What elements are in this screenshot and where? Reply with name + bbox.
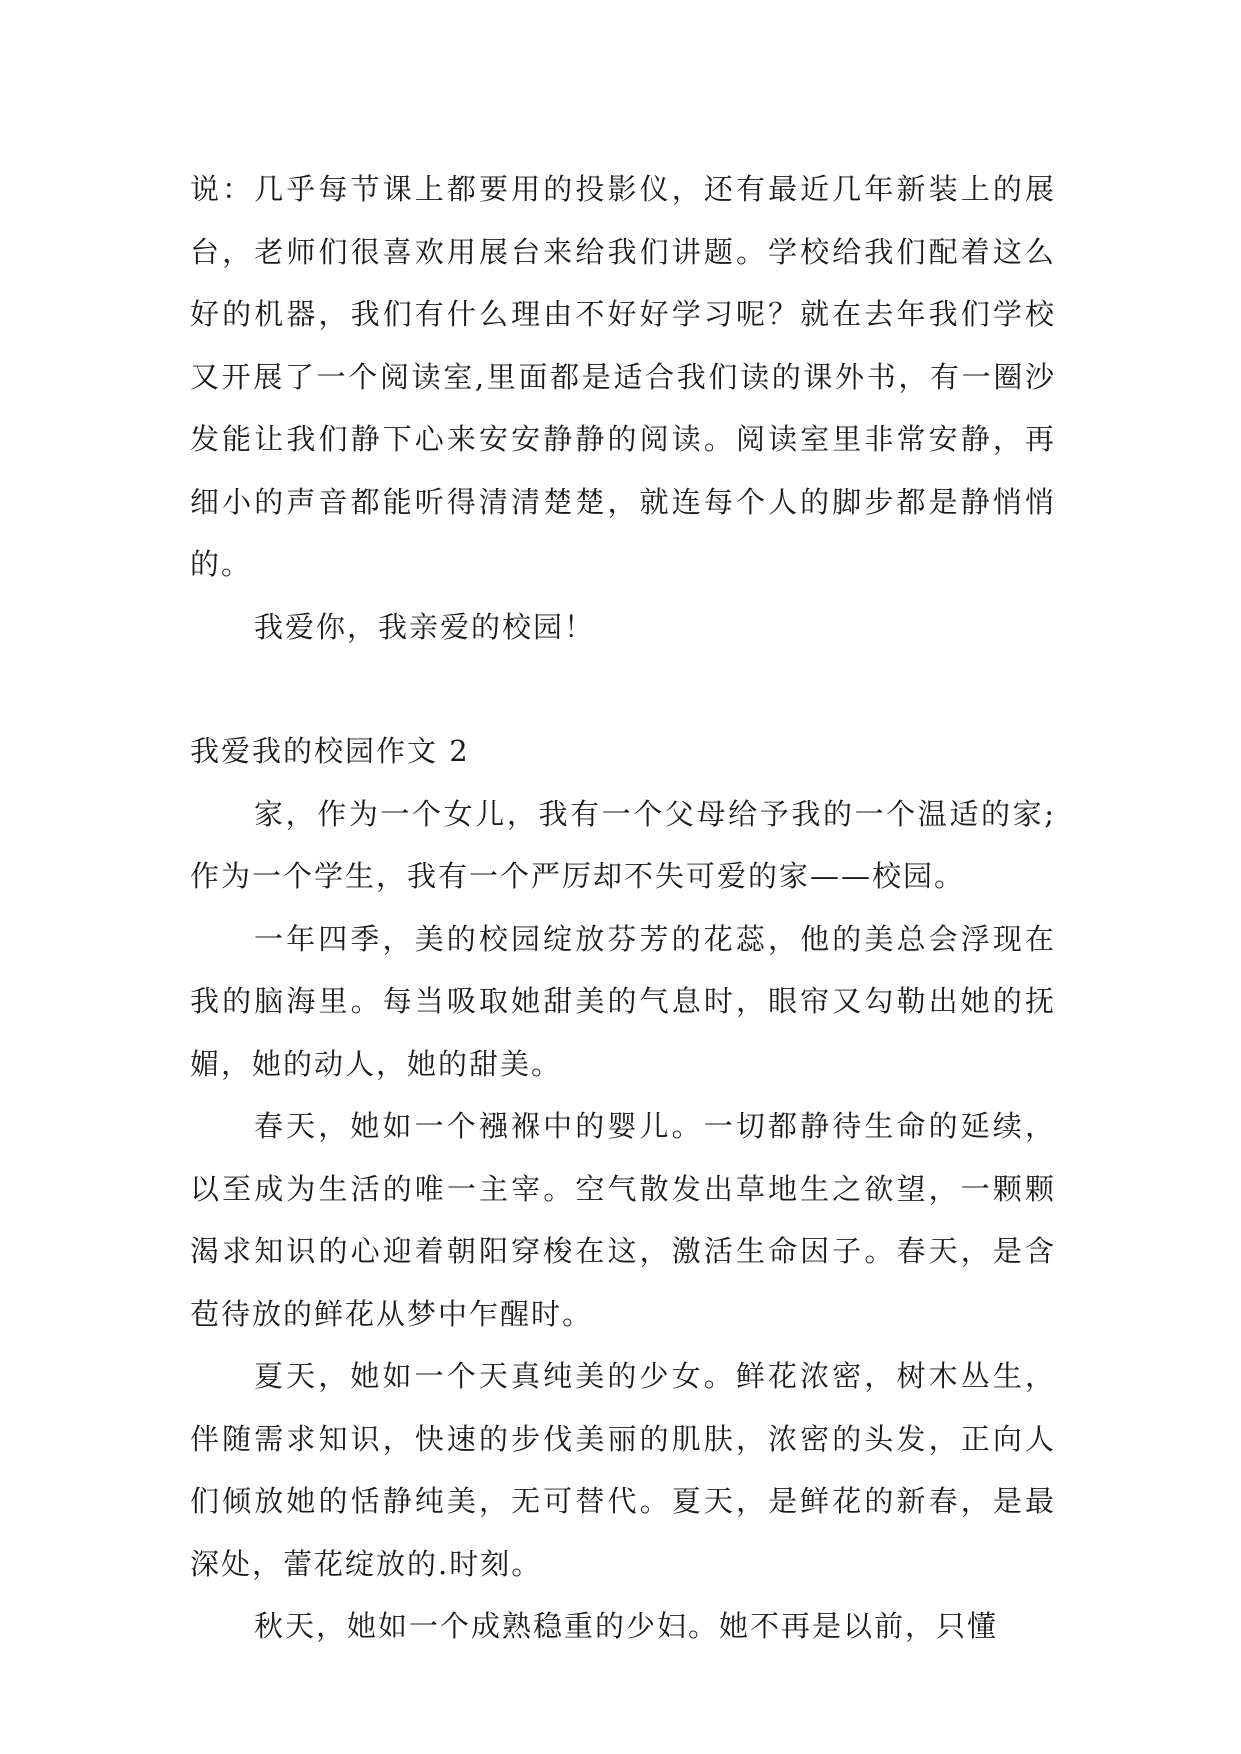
paragraph-seasons: 一年四季，美的校园绽放芬芳的花蕊，他的美总会浮现在我的脑海里。每当吸取她甜美的气息时，眼帘又勾勒出她的抚媚，她的动人，她的甜美。 (190, 921, 1056, 1081)
paragraph-intro: 家，作为一个女儿，我有一个父母给予我的一个温适的家;作为一个学生，我有一个严厉却不失可爱的家——校园。 (190, 796, 1056, 893)
paragraph-autumn: 秋天，她如一个成熟稳重的少妇。她不再是以前，只懂 (254, 1609, 999, 1643)
paragraph-summer: 夏天，她如一个天真纯美的少女。鲜花浓密，树木丛生，伴随需求知识，快速的步伐美丽的肌肤，浓密的头发，正向人们倾放她的恬静纯美，无可替代。夏天，是鲜花的新春，是最深处，蕾花绽放的.时刻。 (190, 1359, 1056, 1581)
essay-title: 我爱我的校园作文 2 (190, 734, 470, 768)
paragraph-continued: 说：几乎每节课上都要用的投影仪，还有最近几年新装上的展台，老师们很喜欢用展台来给我们讲题。学校给我们配着这么好的机器，我们有什么理由不好好学习呢？就在去年我们学校又开展了一个阅读室,里面都是适合我们读的课外书，有一圈沙发能让我们静下心来安安静静的阅读。阅读室里非常安静，再细小的声音都能听得清清楚楚，就连每个人的脚步都是静悄悄的。 (190, 172, 1056, 581)
document-body (190, 158, 1056, 1658)
paragraph-spring: 春天，她如一个襁褓中的婴儿。一切都静待生命的延续，以至成为生活的唯一主宰。空气散发出草地生之欲望，一颗颗渴求知识的心迎着朝阳穿梭在这，激活生命因子。春天，是含苞待放的鲜花从梦中乍醒时。 (190, 1109, 1056, 1331)
paragraph-closing-line: 我爱你，我亲爱的校园！ (254, 609, 596, 644)
